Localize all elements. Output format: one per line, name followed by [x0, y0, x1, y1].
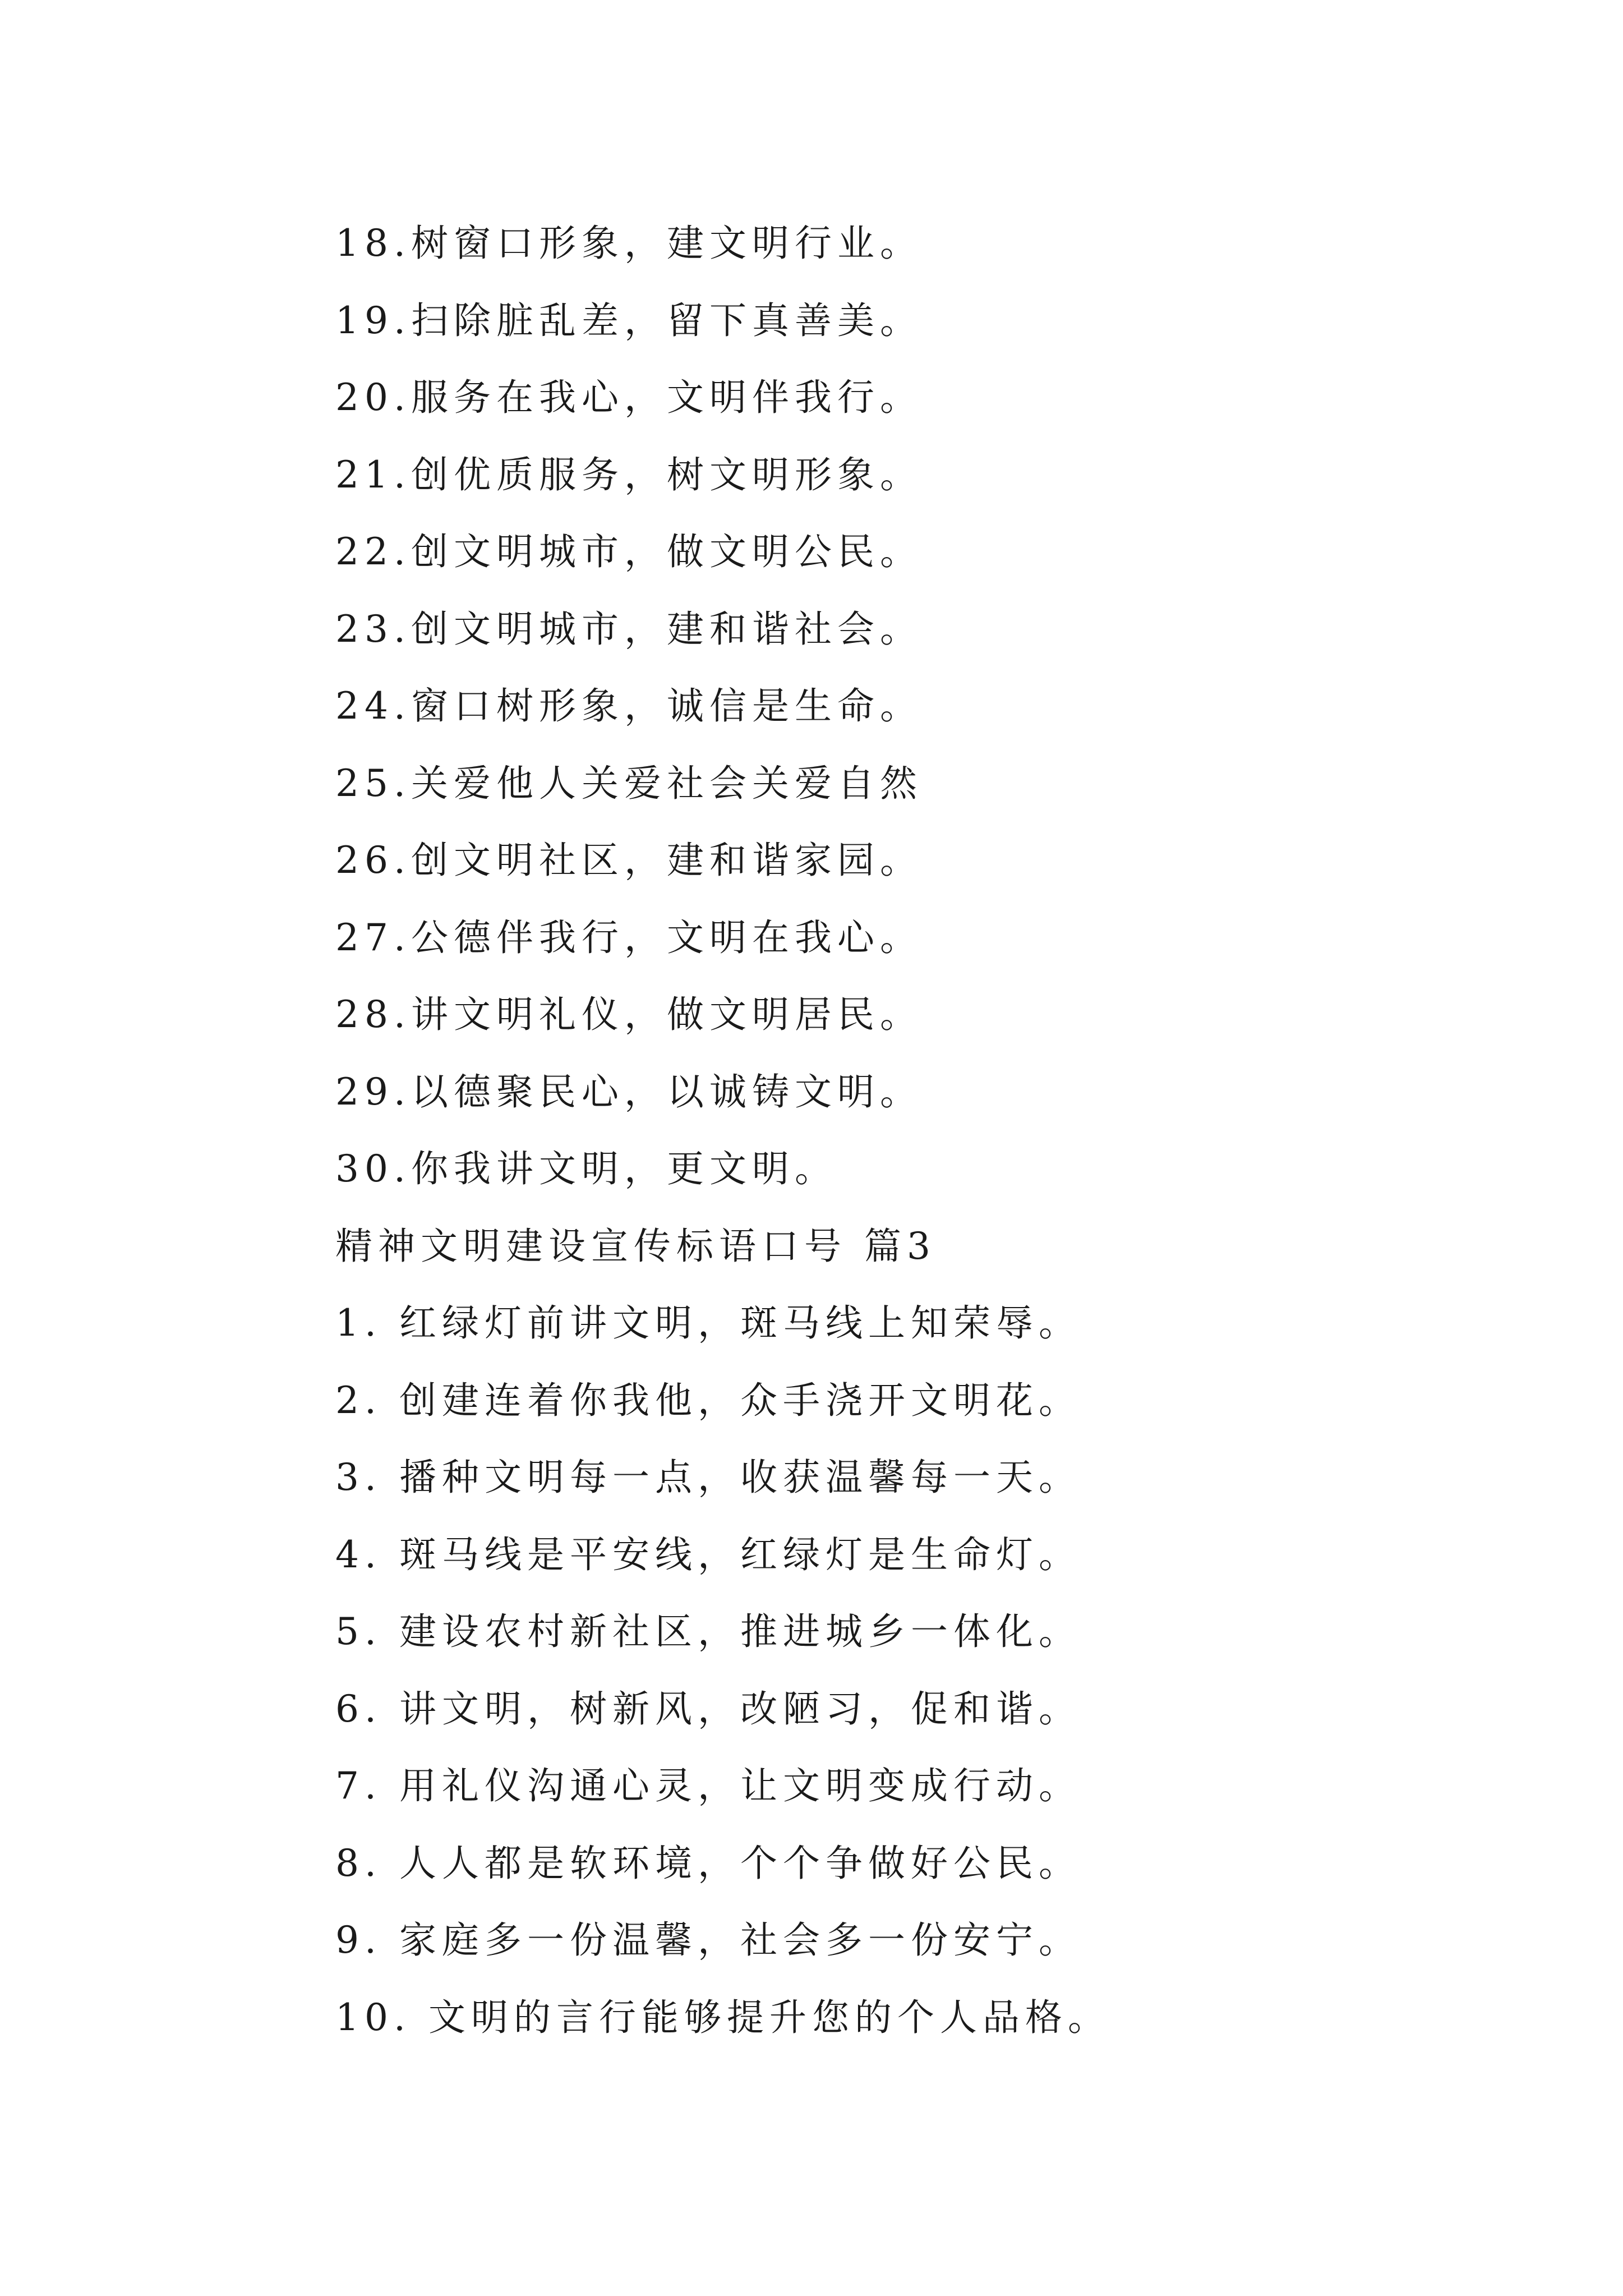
section3-line-9: 9. 家庭多一份温馨，社会多一份安宁。 [335, 1918, 1081, 1962]
section3-line-8: 8. 人人都是软环境，个个争做好公民。 [335, 1841, 1081, 1885]
slogan-line-28: 28.讲文明礼仪，做文明居民。 [335, 993, 923, 1036]
slogan-line-22: 22.创文明城市，做文明公民。 [335, 530, 923, 573]
slogan-line-19: 19.扫除脏乱差，留下真善美。 [335, 298, 923, 342]
section3-line-7: 7. 用礼仪沟通心灵，让文明变成行动。 [335, 1764, 1081, 1807]
section3-line-5: 5. 建设农村新社区，推进城乡一体化。 [335, 1610, 1081, 1653]
slogan-line-26: 26.创文明社区，建和谐家园。 [335, 839, 923, 882]
section3-line-10: 10. 文明的言行能够提升您的个人品格。 [335, 1995, 1110, 2039]
section3-line-6: 6. 讲文明，树新风，改陋习，促和谐。 [335, 1687, 1081, 1731]
slogan-line-21: 21.创优质服务，树文明形象。 [335, 453, 923, 496]
slogan-line-20: 20.服务在我心，文明伴我行。 [335, 376, 923, 419]
slogan-line-24: 24.窗口树形象，诚信是生命。 [335, 684, 923, 728]
section3-line-4: 4. 斑马线是平安线，红绿灯是生命灯。 [335, 1533, 1081, 1576]
slogan-line-30: 30.你我讲文明，更文明。 [335, 1147, 837, 1190]
section3-line-2: 2. 创建连着你我他，众手浇开文明花。 [335, 1378, 1081, 1422]
section3-line-3: 3. 播种文明每一点，收获温馨每一天。 [335, 1456, 1081, 1499]
slogan-line-23: 23.创文明城市，建和谐社会。 [335, 607, 923, 651]
section3-line-1: 1. 红绿灯前讲文明，斑马线上知荣辱。 [335, 1301, 1081, 1345]
slogan-line-25: 25.关爱他人关爱社会关爱自然 [335, 761, 923, 805]
slogan-line-18: 18.树窗口形象，建文明行业。 [335, 222, 923, 265]
section-heading: 精神文明建设宣传标语口号 篇3 [335, 1224, 936, 1268]
slogan-line-27: 27.公德伴我行，文明在我心。 [335, 915, 923, 959]
slogan-line-29: 29.以德聚民心，以诚铸文明。 [335, 1070, 923, 1114]
document-body [335, 205, 1345, 2056]
